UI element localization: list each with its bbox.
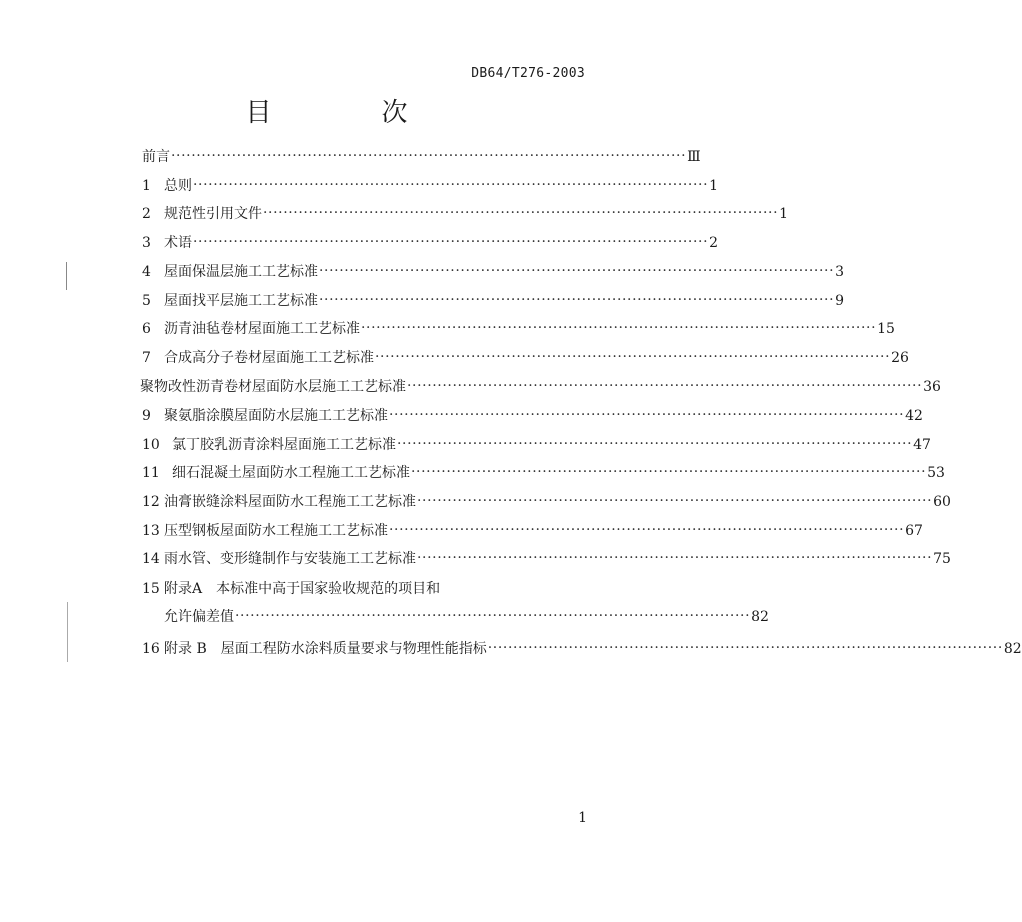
toc-entry-text: 前言 — [142, 149, 170, 165]
toc-entry-number: 7 — [142, 350, 151, 366]
toc-entry-page: 82 — [751, 609, 769, 625]
leader-dots: ······································································································ — [193, 234, 709, 250]
toc-entry-page: 42 — [905, 408, 923, 424]
toc-entry[interactable] — [142, 288, 845, 310]
leader-dots: ······································································································ — [375, 349, 891, 365]
toc-entry-text: 总则 — [164, 178, 192, 194]
toc-entry-number: 4 — [142, 264, 151, 280]
toc-entry[interactable] — [142, 316, 895, 338]
toc-entry[interactable] — [142, 432, 931, 454]
leader-dots: ······································································································ — [361, 320, 877, 336]
leader-dots: ······································································································ — [263, 205, 779, 221]
toc-entry[interactable] — [142, 460, 945, 482]
toc-entry-number: 11 — [142, 465, 160, 481]
toc-entry[interactable] — [142, 489, 951, 511]
toc-entry-text: 合成高分子卷材屋面施工工艺标准 — [164, 350, 374, 366]
toc-entry-text: 屋面保温层施工工艺标准 — [164, 264, 318, 280]
toc-entry[interactable] — [142, 403, 923, 425]
leader-dots: ······································································································ — [171, 148, 687, 164]
leader-dots: ······································································································ — [319, 263, 835, 279]
toc-entry-page: 9 — [835, 293, 845, 309]
toc-entry-page: 2 — [709, 235, 719, 251]
toc-entry-text: 附录A 本标准中高于国家验收规范的项目和 — [164, 581, 441, 597]
toc-entry-page: 82 — [1003, 641, 1022, 657]
toc-entry[interactable] — [142, 518, 923, 540]
toc-entry-continuation[interactable] — [142, 604, 769, 626]
toc-entry-text: 雨水管、变形缝制作与安装施工工艺标准 — [164, 551, 416, 567]
toc-entry-number: 13 — [142, 523, 160, 539]
toc-entry-number: 10 — [142, 437, 160, 453]
toc-entry-text: 油膏嵌缝涂料屋面防水工程施工工艺标准 — [164, 494, 416, 510]
toc-entry-text: 术语 — [164, 235, 192, 251]
toc-entry-number: 6 — [142, 321, 151, 337]
page-title: 目 次 — [245, 98, 450, 128]
leader-dots: ······································································································ — [389, 522, 905, 538]
leader-dots: ······································································································ — [417, 550, 933, 566]
scan-artifact — [67, 602, 68, 662]
leader-dots: ······································································································ — [417, 493, 933, 509]
leader-dots: ······································································································ — [389, 407, 905, 423]
toc-entry-page: 47 — [913, 437, 931, 453]
toc-entry-text: 允许偏差值 — [164, 609, 234, 625]
toc-entry-text: 沥青油毡卷材屋面施工工艺标准 — [164, 321, 360, 337]
toc-entry-text: 聚氨脂涂膜屋面防水层施工工艺标准 — [164, 408, 388, 424]
toc-entry-number: 14 — [142, 551, 160, 567]
toc-entry-page: 26 — [891, 350, 909, 366]
toc-entry[interactable] — [142, 636, 1022, 658]
toc-entry-page: 36 — [923, 379, 941, 395]
toc-entry-text: 屋面找平层施工工艺标准 — [164, 293, 318, 309]
toc-entry[interactable] — [142, 173, 719, 195]
toc-entry-page: 15 — [877, 321, 895, 337]
toc-entry-text: 规范性引用文件 — [164, 206, 262, 222]
leader-dots: ······································································································ — [397, 436, 913, 452]
toc-entry-page: 1 — [779, 206, 789, 222]
toc-entry-number: 3 — [142, 235, 151, 251]
scan-artifact — [66, 262, 67, 290]
toc-entry[interactable] — [142, 201, 789, 223]
toc-entry-page: 67 — [905, 523, 923, 539]
toc-entry-number: 2 — [142, 206, 151, 222]
toc-entry-page: 1 — [709, 178, 719, 194]
leader-dots: ······································································································ — [319, 292, 835, 308]
toc-entry-number: 15 — [142, 581, 160, 597]
leader-dots: ······································································································ — [487, 640, 1003, 656]
toc-entry-number: 16 — [142, 641, 160, 657]
toc-entry-number: 5 — [142, 293, 151, 309]
toc-entry[interactable] — [140, 374, 941, 396]
leader-dots: ······································································································ — [407, 378, 923, 394]
toc-entry-page: 53 — [927, 465, 945, 481]
toc-entry[interactable] — [142, 546, 951, 568]
toc-entry[interactable] — [142, 144, 701, 166]
toc-entry-page: Ⅲ — [687, 149, 701, 165]
page-number: 1 — [578, 810, 587, 826]
toc-entry[interactable] — [142, 345, 909, 367]
toc-entry-number: 12 — [142, 494, 160, 510]
toc-entry[interactable] — [142, 576, 588, 598]
toc-entry-page: 3 — [835, 264, 845, 280]
toc-entry-text: 附录 B 屋面工程防水涂料质量要求与物理性能指标 — [164, 641, 487, 657]
standard-code: DB64/T276-2003 — [471, 66, 585, 81]
toc-entry[interactable] — [142, 230, 719, 252]
toc-entry[interactable] — [142, 259, 845, 281]
toc-entry-number: 9 — [142, 408, 151, 424]
toc-entry-text: 细石混凝土屋面防水工程施工工艺标准 — [172, 465, 410, 481]
toc-entry-page: 75 — [933, 551, 951, 567]
toc-entry-text: 压型钢板屋面防水工程施工工艺标准 — [164, 523, 388, 539]
toc-entry-text: 聚物改性沥青卷材屋面防水层施工工艺标准 — [140, 379, 406, 395]
leader-dots: ······································································································ — [411, 464, 927, 480]
toc-entry-text: 氯丁胶乳沥青涂料屋面施工工艺标准 — [172, 437, 396, 453]
toc-entry-page: 60 — [933, 494, 951, 510]
leader-dots: ······································································································ — [235, 608, 751, 624]
leader-dots: ······································································································ — [193, 177, 709, 193]
toc-entry-number: 1 — [142, 178, 151, 194]
